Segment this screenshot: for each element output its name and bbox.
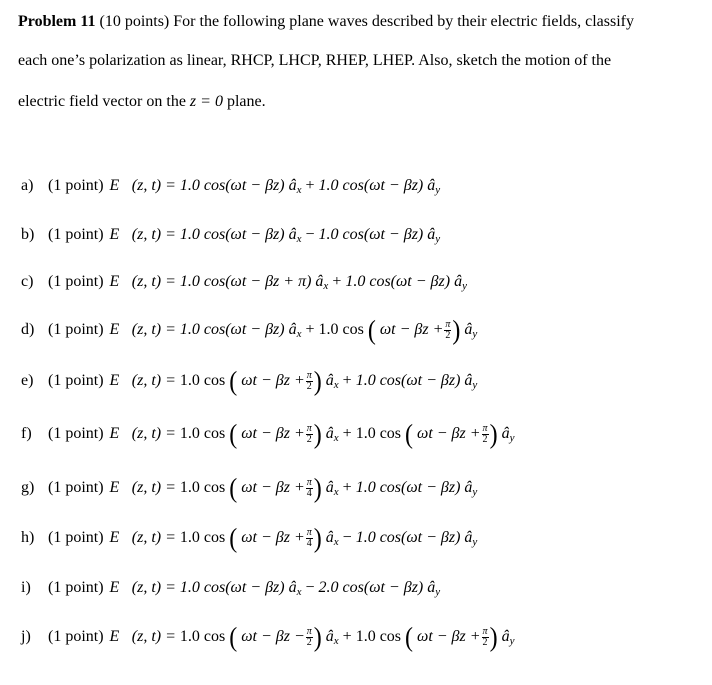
- right-paren: ): [313, 419, 322, 450]
- problem-text-1: For the following plane waves described by their electric fields, classify: [173, 13, 635, 30]
- left-paren: (: [229, 366, 238, 397]
- unit-vector-x: [325, 628, 339, 648]
- field-lhs: E⃗(z, t) =: [109, 628, 180, 646]
- sub-problem-points: (1 point): [48, 529, 104, 547]
- unit-vector-x: [315, 273, 328, 290]
- problem-text-3a: electric field vector on the: [18, 93, 186, 110]
- right-paren: ): [489, 622, 498, 653]
- fraction-numerator: π: [306, 626, 312, 637]
- sub-problem-points: (1 point): [48, 372, 104, 390]
- sub-problem-c: [21, 272, 467, 296]
- sub-problem-points: (1 point): [48, 226, 104, 243]
- unit-vector-subscript: y: [472, 486, 478, 499]
- sub-problem-label: h): [21, 529, 35, 547]
- unit-vector-y: [464, 479, 478, 499]
- field-lhs: E⃗(z, t) =: [109, 177, 180, 194]
- unit-vector-x: [325, 372, 339, 392]
- unit-vector-subscript: y: [435, 586, 441, 598]
- right-paren: ): [313, 622, 322, 653]
- x-term-arg: ωt − βz +: [237, 479, 305, 497]
- field-lhs: E⃗(z, t) =: [109, 479, 180, 497]
- unit-vector-y: [501, 425, 515, 445]
- sub-problem-label: d): [21, 321, 35, 339]
- unit-vector-subscript: x: [323, 280, 329, 292]
- problem-title: Problem 11: [18, 13, 96, 30]
- y-term: 1.0 cos(ωt − βz): [355, 529, 461, 547]
- unit-vector-y: [464, 372, 478, 392]
- field-lhs: E⃗(z, t) =: [109, 529, 180, 547]
- sub-problem-points: (1 point): [48, 579, 104, 596]
- problem-text-2: each one’s polarization as linear, RHCP, LHCP, RHEP, LHEP. Also, sketch the motion of the: [18, 52, 612, 69]
- sub-problem-points: (1 point): [48, 425, 104, 443]
- unit-vector-subscript: x: [333, 536, 339, 549]
- unit-vector-symbol: â: [427, 177, 436, 194]
- y-term: 1.0 cos(ωt − βz): [355, 372, 461, 390]
- operator: −: [301, 226, 319, 243]
- problem-text-3-math: z = 0: [189, 93, 223, 110]
- operator: +: [328, 273, 346, 290]
- operator: −: [338, 529, 356, 547]
- unit-vector-symbol: â: [288, 177, 297, 194]
- unit-vector-y: [454, 273, 467, 290]
- problem-text-3b: plane.: [226, 93, 266, 110]
- fraction-denominator: 2: [306, 434, 312, 445]
- y-term-coef: 1.0 cos: [355, 425, 406, 443]
- unit-vector-subscript: x: [296, 233, 302, 245]
- fraction-denominator: 2: [306, 381, 312, 392]
- fraction-numerator: π: [306, 527, 312, 538]
- fraction: [444, 320, 451, 341]
- sub-problem-g: [21, 473, 478, 504]
- fraction-denominator: 2: [482, 637, 488, 648]
- unit-vector-x: [289, 226, 302, 243]
- left-paren: (: [367, 315, 376, 346]
- sub-problem-points: (1 point): [48, 177, 104, 194]
- y-term-arg: ωt − βz +: [375, 321, 444, 339]
- x-term-arg: ωt − βz −: [237, 628, 305, 646]
- unit-vector-symbol: â: [464, 479, 473, 497]
- x-term: 1.0 cos(ωt − βz + π): [179, 273, 312, 290]
- sub-problem-label: j): [21, 628, 31, 646]
- unit-vector-x: [289, 177, 302, 194]
- left-paren: (: [229, 523, 238, 554]
- operator: +: [301, 177, 319, 194]
- left-paren: (: [229, 622, 238, 653]
- operator: +: [301, 321, 319, 339]
- sub-problem-label: i): [21, 579, 31, 596]
- unit-vector-symbol: â: [464, 321, 473, 339]
- sub-problem-points: (1 point): [48, 321, 104, 339]
- sub-problem-label: f): [21, 425, 32, 443]
- unit-vector-x: [289, 579, 302, 596]
- operator: −: [301, 579, 319, 596]
- sub-problem-label: b): [21, 226, 35, 243]
- unit-vector-subscript: y: [472, 328, 478, 341]
- fraction-denominator: 4: [306, 538, 312, 549]
- right-paren: ): [313, 523, 322, 554]
- field-lhs: E⃗(z, t) =: [109, 226, 180, 243]
- unit-vector-subscript: y: [435, 184, 441, 196]
- unit-vector-symbol: â: [325, 425, 334, 443]
- y-term: 1.0 cos(ωt − βz): [355, 479, 461, 497]
- unit-vector-symbol: â: [464, 372, 473, 390]
- fraction-denominator: 2: [306, 637, 312, 648]
- sub-problem-f: [21, 419, 515, 450]
- unit-vector-subscript: x: [333, 635, 339, 648]
- y-term: 2.0 cos(ωt − βz): [318, 579, 424, 596]
- unit-vector-x: [288, 321, 302, 341]
- sub-problem-d: [21, 315, 478, 346]
- fraction: [482, 424, 489, 445]
- sub-problem-a: [21, 176, 440, 200]
- unit-vector-symbol: â: [325, 372, 334, 390]
- y-term-coef: 1.0 cos: [318, 321, 368, 339]
- fraction: [306, 627, 313, 648]
- unit-vector-symbol: â: [325, 479, 334, 497]
- problem-statement-line-1: [18, 13, 634, 31]
- unit-vector-symbol: â: [501, 628, 510, 646]
- x-term-arg: ωt − βz +: [237, 372, 305, 390]
- fraction-numerator: π: [306, 423, 312, 434]
- fraction: [306, 371, 313, 392]
- unit-vector-subscript: y: [472, 536, 478, 549]
- unit-vector-symbol: â: [427, 579, 436, 596]
- unit-vector-symbol: â: [288, 226, 297, 243]
- y-term-arg: ωt − βz +: [413, 425, 481, 443]
- fraction-numerator: π: [445, 319, 451, 330]
- unit-vector-subscript: y: [509, 432, 515, 445]
- unit-vector-y: [464, 321, 478, 341]
- unit-vector-symbol: â: [464, 529, 473, 547]
- x-term: 1.0 cos(ωt − βz): [179, 321, 285, 339]
- x-term-coef: 1.0 cos: [179, 479, 230, 497]
- sub-problem-h: [21, 523, 478, 554]
- fraction-numerator: π: [306, 477, 312, 488]
- field-lhs: E⃗(z, t) =: [109, 579, 180, 596]
- y-term: 1.0 cos(ωt − βz): [318, 226, 424, 243]
- unit-vector-x: [325, 529, 339, 549]
- x-term-coef: 1.0 cos: [179, 425, 230, 443]
- field-lhs: E⃗(z, t) =: [109, 425, 180, 443]
- unit-vector-y: [427, 177, 440, 194]
- operator: +: [338, 372, 356, 390]
- unit-vector-x: [325, 425, 339, 445]
- problem-points: (10 points): [99, 13, 170, 30]
- operator: +: [338, 628, 356, 646]
- sub-problem-i: [21, 578, 440, 602]
- sub-problem-label: e): [21, 372, 34, 390]
- field-lhs: E⃗(z, t) =: [109, 273, 180, 290]
- unit-vector-subscript: y: [472, 379, 478, 392]
- fraction: [482, 627, 489, 648]
- sub-problem-label: a): [21, 177, 34, 194]
- sub-problem-b: [21, 225, 440, 249]
- x-term-arg: ωt − βz +: [237, 529, 305, 547]
- unit-vector-symbol: â: [288, 579, 297, 596]
- x-term-coef: 1.0 cos: [179, 372, 230, 390]
- fraction: [306, 478, 313, 499]
- left-paren: (: [405, 419, 414, 450]
- unit-vector-y: [427, 226, 440, 243]
- unit-vector-subscript: x: [333, 379, 339, 392]
- sub-problem-label: g): [21, 479, 35, 497]
- sub-problem-label: c): [21, 273, 34, 290]
- unit-vector-subscript: x: [296, 328, 302, 341]
- x-term-coef: 1.0 cos: [179, 628, 230, 646]
- unit-vector-symbol: â: [325, 628, 334, 646]
- unit-vector-subscript: x: [333, 486, 339, 499]
- unit-vector-y: [501, 628, 515, 648]
- unit-vector-symbol: â: [288, 321, 297, 339]
- operator: +: [338, 479, 356, 497]
- y-term-arg: ωt − βz +: [413, 628, 481, 646]
- x-term: 1.0 cos(ωt − βz): [179, 226, 285, 243]
- x-term: 1.0 cos(ωt − βz): [179, 177, 285, 194]
- fraction-denominator: 2: [445, 330, 451, 341]
- unit-vector-symbol: â: [315, 273, 324, 290]
- unit-vector-y: [464, 529, 478, 549]
- fraction-numerator: π: [482, 423, 488, 434]
- sub-problem-points: (1 point): [48, 628, 104, 646]
- unit-vector-x: [325, 479, 339, 499]
- unit-vector-subscript: x: [333, 432, 339, 445]
- unit-vector-symbol: â: [427, 226, 436, 243]
- operator: +: [338, 425, 356, 443]
- right-paren: ): [489, 419, 498, 450]
- problem-statement-line-3: [18, 93, 266, 111]
- field-lhs: E⃗(z, t) =: [109, 372, 180, 390]
- unit-vector-y: [427, 579, 440, 596]
- sub-problem-points: (1 point): [48, 273, 104, 290]
- field-lhs: E⃗(z, t) =: [109, 321, 180, 339]
- unit-vector-subscript: x: [296, 586, 302, 598]
- left-paren: (: [405, 622, 414, 653]
- right-paren: ): [313, 473, 322, 504]
- unit-vector-subscript: y: [509, 635, 515, 648]
- right-paren: ): [313, 366, 322, 397]
- x-term: 1.0 cos(ωt − βz): [179, 579, 285, 596]
- unit-vector-symbol: â: [454, 273, 463, 290]
- problem-statement-line-2: [18, 52, 611, 70]
- unit-vector-symbol: â: [325, 529, 334, 547]
- fraction-denominator: 4: [306, 488, 312, 499]
- fraction: [306, 424, 313, 445]
- fraction: [306, 528, 313, 549]
- y-term: 1.0 cos(ωt − βz): [345, 273, 451, 290]
- y-term: 1.0 cos(ωt − βz): [318, 177, 424, 194]
- fraction-numerator: π: [482, 626, 488, 637]
- unit-vector-subscript: y: [435, 233, 441, 245]
- x-term-coef: 1.0 cos: [179, 529, 230, 547]
- fraction-denominator: 2: [482, 434, 488, 445]
- sub-problem-e: [21, 366, 478, 397]
- left-paren: (: [229, 473, 238, 504]
- x-term-arg: ωt − βz +: [237, 425, 305, 443]
- unit-vector-subscript: y: [462, 280, 467, 292]
- y-term-coef: 1.0 cos: [355, 628, 406, 646]
- sub-problem-points: (1 point): [48, 479, 104, 497]
- fraction-numerator: π: [306, 370, 312, 381]
- right-paren: ): [452, 315, 461, 346]
- sub-problem-j: [21, 622, 515, 653]
- unit-vector-symbol: â: [501, 425, 510, 443]
- unit-vector-subscript: x: [296, 184, 302, 196]
- left-paren: (: [229, 419, 238, 450]
